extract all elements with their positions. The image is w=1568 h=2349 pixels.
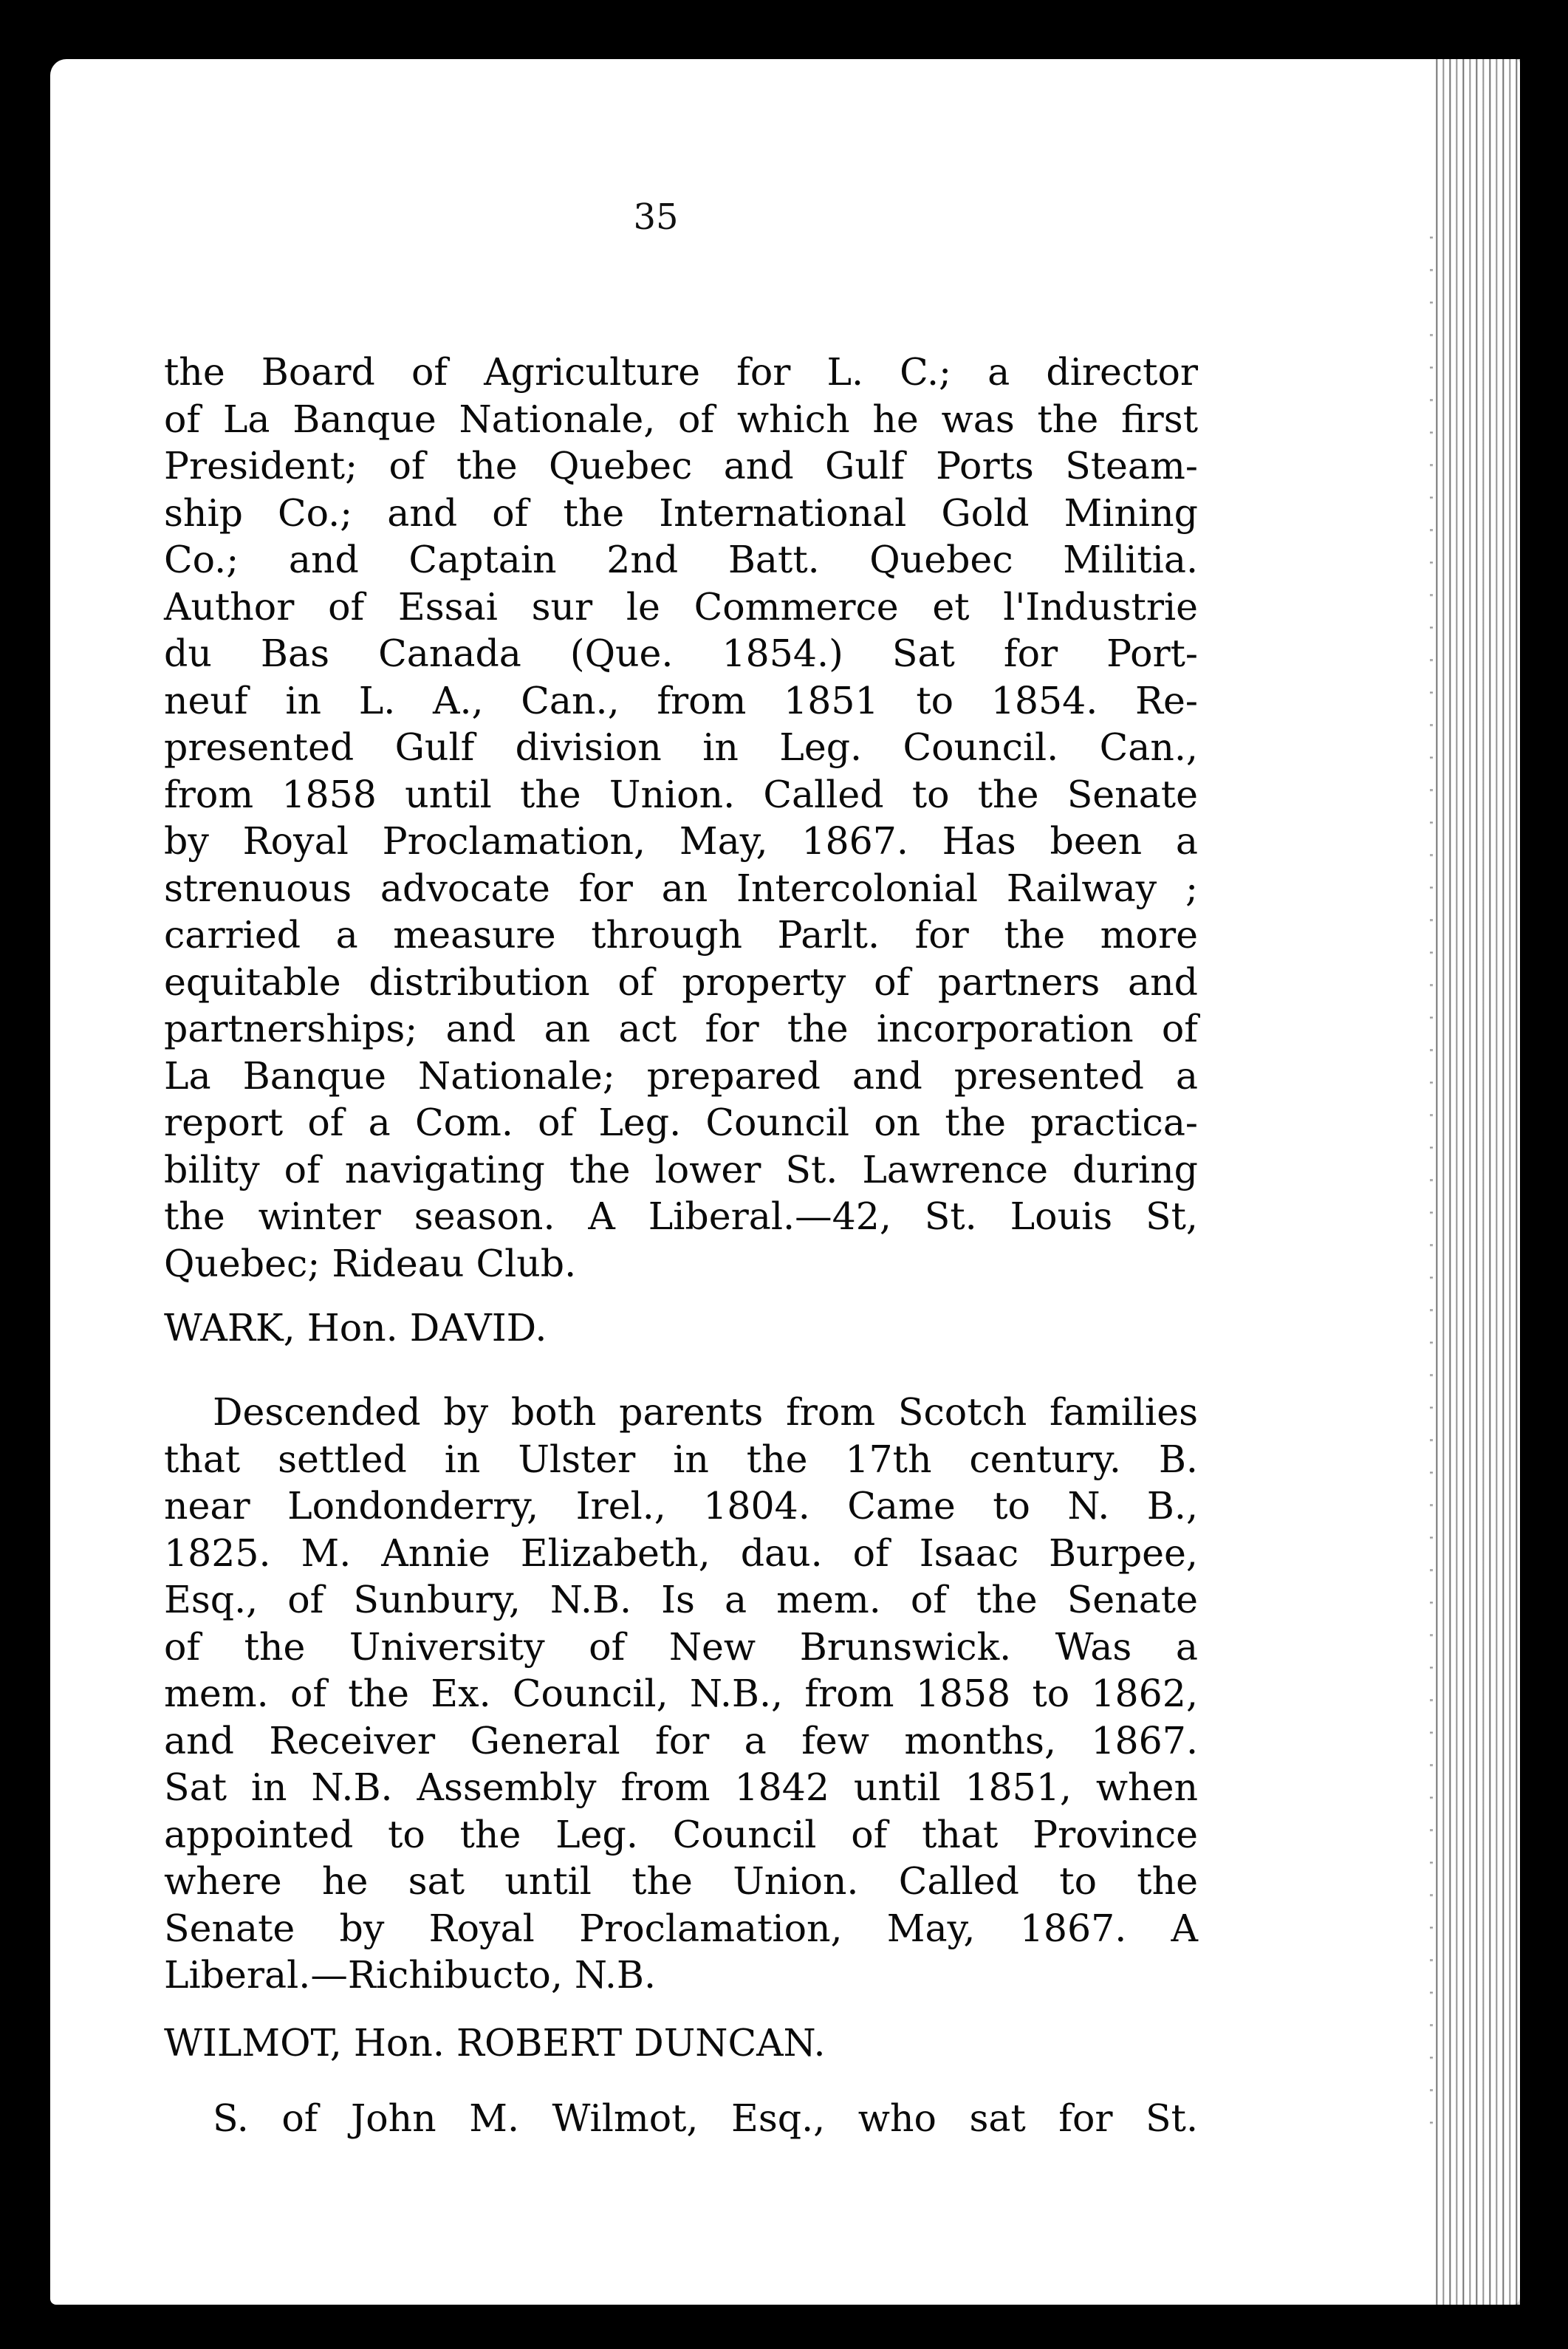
text-line: of La Banque Nationale, of which he was the first [164,397,1198,441]
entry-wilmot-paragraph [164,2095,1198,2142]
text-line: Quebec; Rideau Club. [164,1241,577,1285]
text-line: and Receiver General for a few months, 1867. [164,1718,1198,1762]
text-line: strenuous advocate for an Intercolonial Railway ; [164,866,1198,910]
text-line: appointed to the Leg. Council of that Province [164,1812,1198,1856]
text-line: Co.; and Captain 2nd Batt. Quebec Militia. [164,538,1198,581]
text-line: Esq., of Sunbury, N.B. Is a mem. of the Senate [164,1578,1198,1621]
text-line: where he sat until the Union. Called to the [164,1859,1198,1903]
text-line: partnerships; and an act for the incorporation of [164,1007,1198,1050]
text-line: the winter season. A Liberal.—42, St. Louis St, [164,1194,1198,1238]
text-line: S. of John M. Wilmot, Esq., who sat for St. [213,2096,1198,2140]
text-line: Liberal.—Richibucto, N.B. [164,1953,657,1997]
text-line: of the University of New Brunswick. Was a [164,1624,1198,1669]
text-line: that settled in Ulster in the 17th century. B. [164,1437,1198,1481]
book-page [50,59,1520,2305]
page-number: 35 [633,196,679,238]
text-line: equitable distribution of property of partners and [164,960,1198,1004]
entry-wark-paragraph [164,1389,1198,1999]
text-line: presented Gulf division in Leg. Council. Can., [164,725,1198,769]
text-line: neuf in L. A., Can., from 1851 to 1854. Re- [164,678,1198,722]
text-line: mem. of the Ex. Council, N.B., from 1858 to 1862, [164,1672,1198,1715]
text-line: La Banque Nationale; prepared and presented a [164,1053,1198,1098]
entry-heading-wilmot: WILMOT, Hon. ROBERT DUNCAN. [164,2021,826,2065]
entry-continued-paragraph [164,349,1198,1287]
text-line: Senate by Royal Proclamation, May, 1867. A [164,1906,1198,1950]
text-line: from 1858 until the Union. Called to the Senate [164,772,1198,816]
text-line: near Londonderry, Irel., 1804. Came to N. B., [164,1484,1198,1528]
text-line: carried a measure through Parlt. for the more [164,913,1198,957]
entry-heading-wark: WARK, Hon. DAVID. [164,1306,547,1350]
text-line: ship Co.; and of the International Gold Mining [164,490,1198,535]
text-line: bility of navigating the lower St. Lawrence during [164,1147,1198,1191]
text-line: report of a Com. of Leg. Council on the practica- [164,1101,1198,1144]
text-line: President; of the Quebec and Gulf Ports Steam- [164,444,1198,488]
text-line: Descended by both parents from Scotch families [213,1390,1198,1434]
text-line: Author of Essai sur le Commerce et l'Industrie [164,584,1198,629]
text-line: du Bas Canada (Que. 1854.) Sat for Port- [164,632,1198,675]
text-line: Sat in N.B. Assembly from 1842 until 1851, when [164,1765,1198,1809]
page-edge-shadow [1430,207,1433,2127]
text-line: the Board of Agriculture for L. C.; a director [164,350,1198,394]
text-line: 1825. M. Annie Elizabeth, dau. of Isaac Burpee, [164,1531,1198,1575]
page-edge-gutter [1431,59,1520,2305]
text-line: by Royal Proclamation, May, 1867. Has been a [164,819,1198,863]
